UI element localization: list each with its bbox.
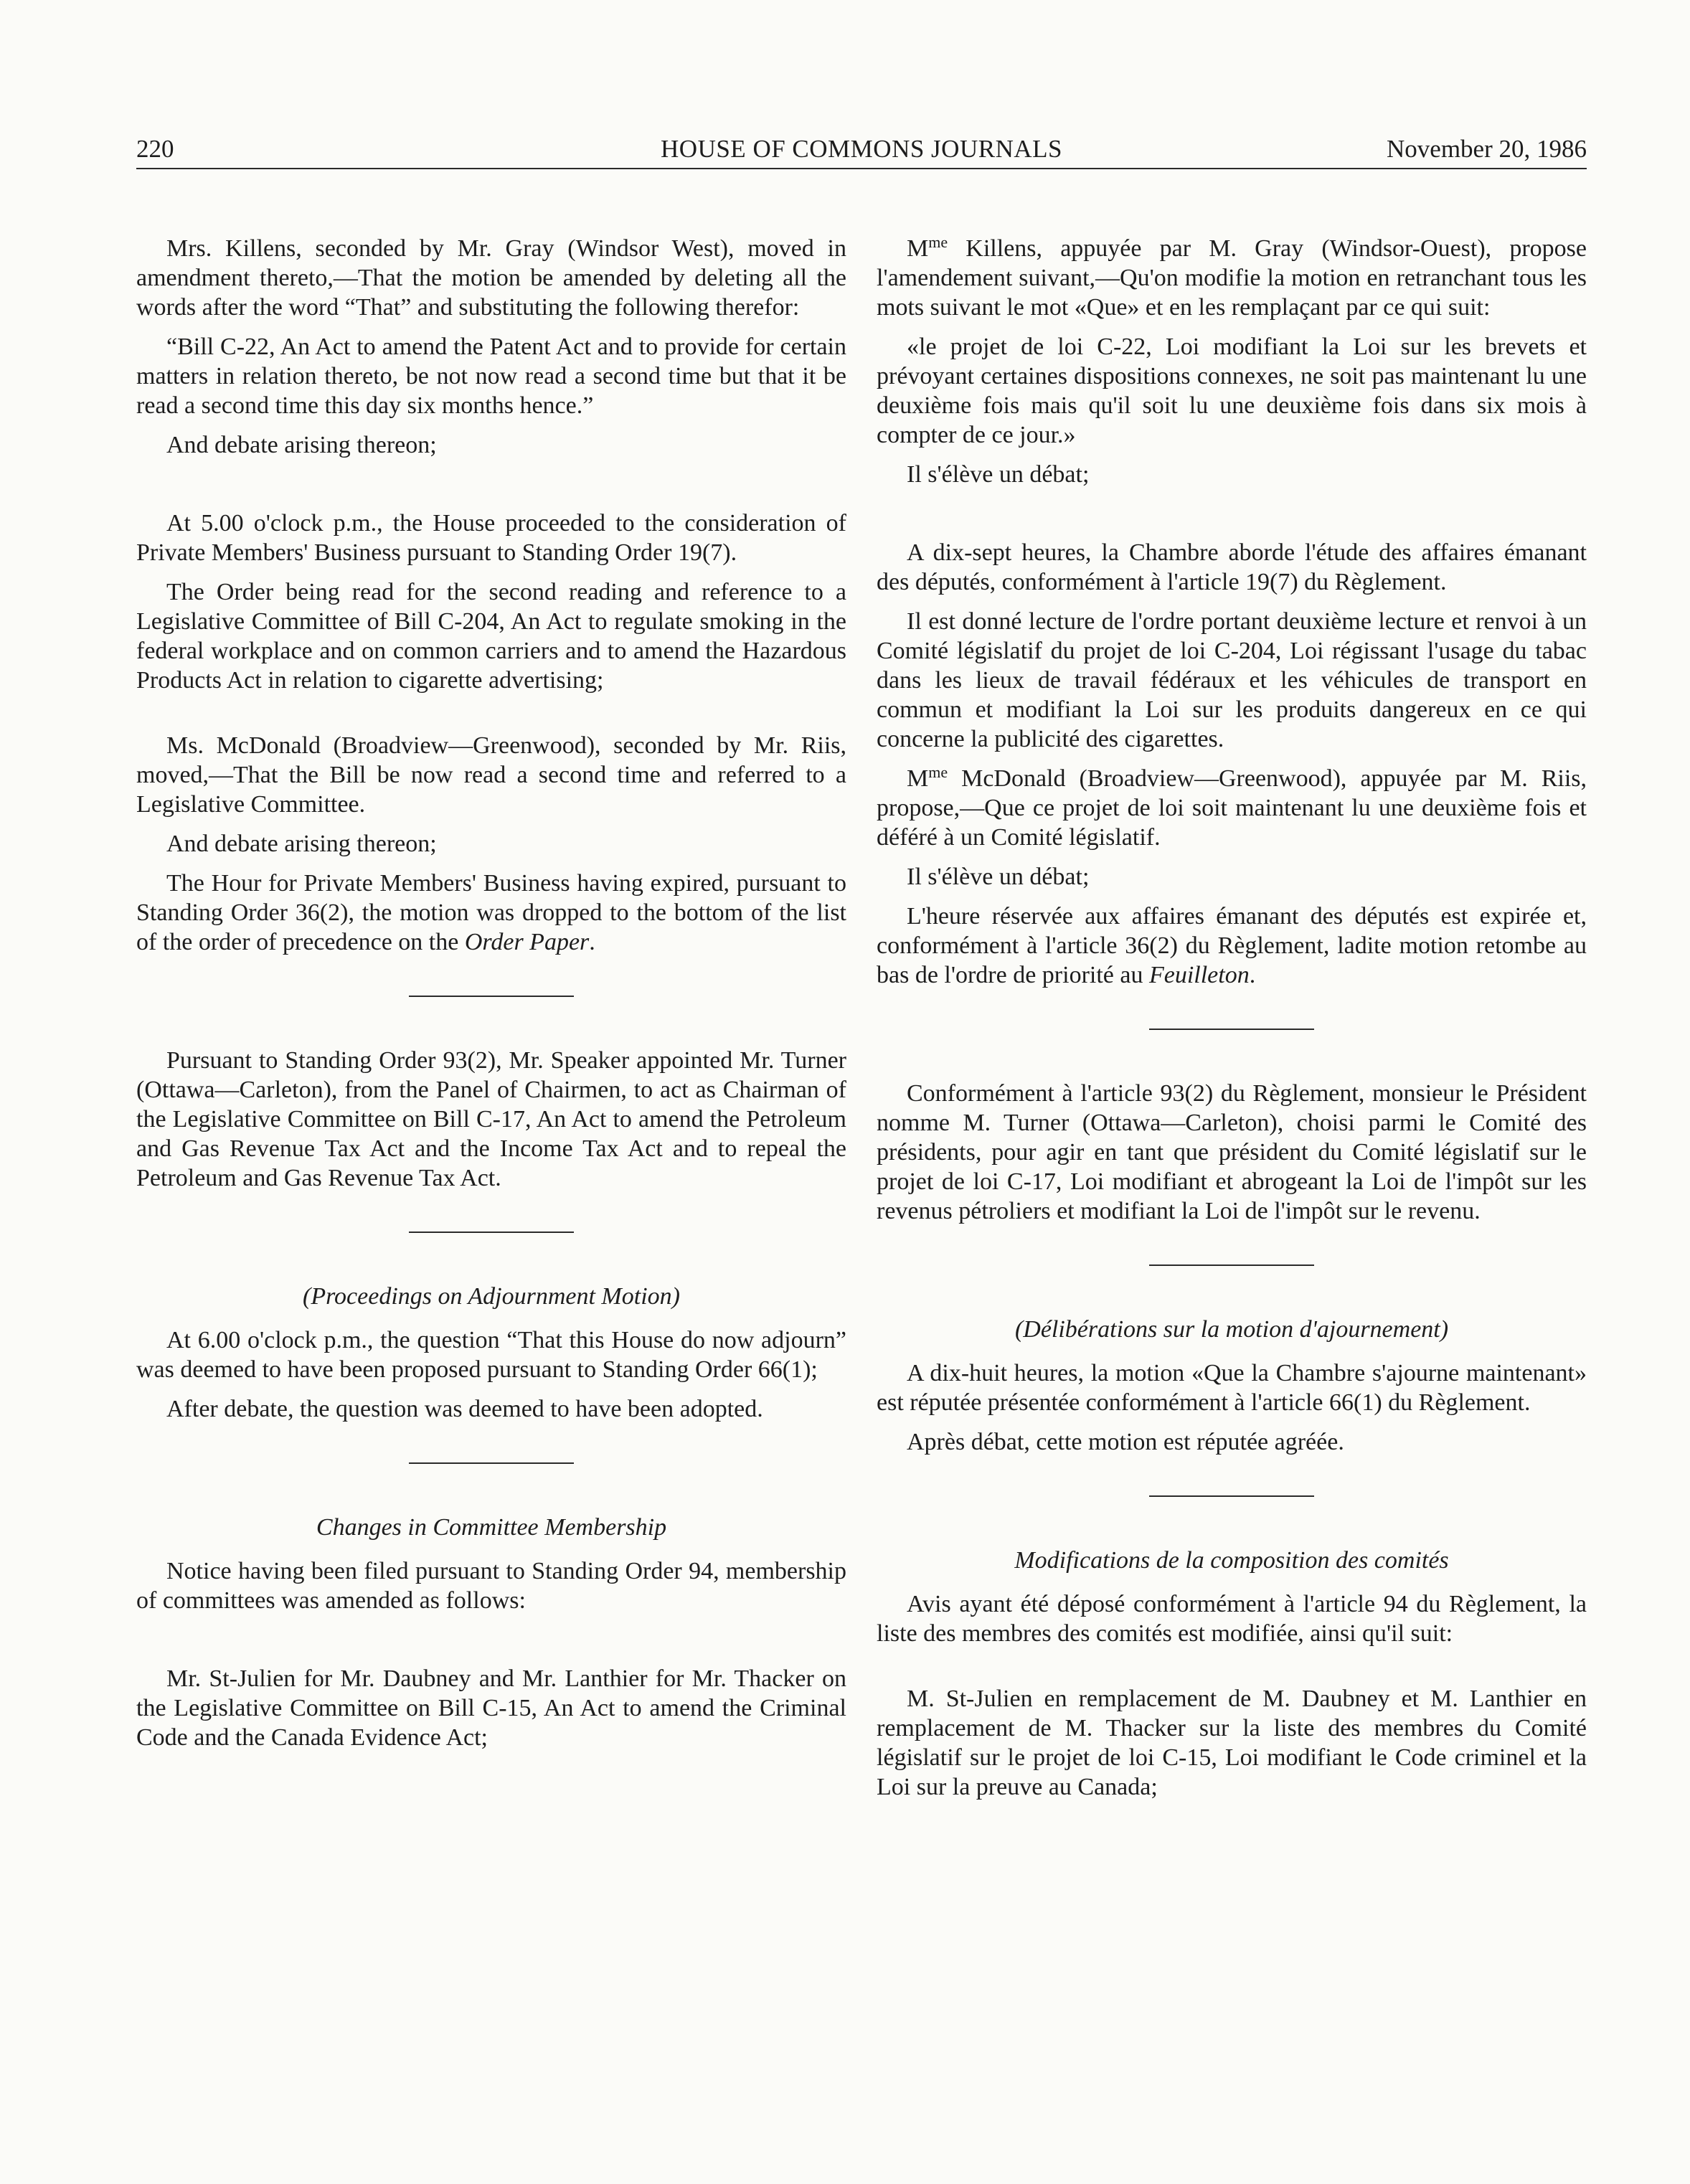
- text-segment: M: [907, 765, 929, 792]
- superscript: me: [928, 763, 948, 781]
- section-divider: [409, 1232, 574, 1233]
- paragraph-hour-expired: [877, 902, 1587, 990]
- text-segment: Killens, appuyée par M. Gray (Windsor-Ouest), propose l'amendement suivant,—Qu'on modifie la motion en retranchant tous les mots suivant le mot «Que» et en les remplaçant par ce qui suit:: [877, 235, 1587, 321]
- paragraph-membership-change: M. St-Julien en remplacement de M. Daubney et M. Lanthier en remplacement de M. Thacker sur la liste des membres du Comité législatif sur le projet de loi C-15, Loi modifiant le Code criminel et la Loi sur la preuve au Canada;: [877, 1686, 1587, 1800]
- italic-text: Order Paper: [464, 929, 590, 955]
- english-column: [136, 234, 846, 1762]
- paragraph-debate: Il s'élève un débat;: [907, 461, 1090, 488]
- section-divider: [1149, 1029, 1314, 1030]
- paragraph-membership-change: Mr. St-Julien for Mr. Daubney and Mr. Lanthier for Mr. Thacker on the Legislative Committee on Bill C-15, An Act to amend the Criminal Code and the Canada Evidence Act;: [136, 1665, 846, 1751]
- paragraph-notice-filed: Notice having been filed pursuant to Standing Order 94, membership of committees was amended as follows:: [136, 1558, 846, 1614]
- spacer: [877, 499, 1587, 538]
- text-segment: L'heure réservée aux affaires émanant des députés est expirée et, conformément à l'article 36(2) du Règlement, ladite motion retombe au bas de l'ordre de priorité au: [877, 903, 1587, 988]
- text-segment: .: [589, 929, 595, 955]
- paragraph-chairman-appointment: Conformément à l'article 93(2) du Règlement, monsieur le Président nomme M. Turner (Ottawa—Carleton), choisi parmi le Comité des présidents, pour agir en tant que président du Comité législatif sur le projet de loi C-17, Loi modifiant et abrogeant la Loi de l'impôt sur les revenus pétroliers et modifiant la Loi de l'impôt sur le revenu.: [877, 1080, 1587, 1224]
- section-heading: Modifications de la composition des comités: [1014, 1547, 1449, 1574]
- text-segment: The Hour for Private Members' Business having expired, pursuant to Standing Order 36(2), the motion was dropped to the bottom of the list of the order of precedence on the: [136, 870, 846, 955]
- paragraph-hour-expired: [136, 869, 846, 957]
- paragraph-debate: And debate arising thereon;: [166, 831, 437, 857]
- section-heading: (Délibérations sur la motion d'ajournement): [1014, 1316, 1449, 1343]
- french-column: [877, 234, 1587, 1812]
- text-segment: M: [907, 235, 929, 262]
- paragraph-amendment-text: “Bill C-22, An Act to amend the Patent Act and to provide for certain matters in relation thereto, be not now read a second time but that it be read a second time this day six months hence.”: [136, 334, 846, 419]
- spacer: [136, 705, 846, 731]
- section-heading: Changes in Committee Membership: [316, 1514, 667, 1541]
- superscript: me: [928, 233, 948, 251]
- paragraph-chairman-appointment: Pursuant to Standing Order 93(2), Mr. Speaker appointed Mr. Turner (Ottawa—Carleton), from the Panel of Chairmen, to act as Chairman of the Legislative Committee on Bill C-17, An Act to amend the Petroleum and Gas Revenue Tax Act and the Income Tax Act and to repeal the Petroleum and Gas Revenue Tax Act.: [136, 1047, 846, 1191]
- italic-text: Feuilleton: [1148, 962, 1250, 988]
- paragraph-amendment-motion: [877, 234, 1587, 322]
- section-divider: [1149, 1264, 1314, 1266]
- journal-title: HOUSE OF COMMONS JOURNALS: [661, 135, 1062, 163]
- paragraph-amendment-motion: Mrs. Killens, seconded by Mr. Gray (Windsor West), moved in amendment thereto,—That the motion be amended by deleting all the words after the word “That” and substituting the following therefor:: [136, 235, 846, 321]
- spacer: [136, 470, 846, 509]
- spacer: [136, 1625, 846, 1664]
- paragraph-debate: And debate arising thereon;: [166, 432, 437, 458]
- paragraph-order-read: The Order being read for the second reading and reference to a Legislative Committee of Bill C-204, An Act to regulate smoking in the federal workplace and on common carriers and to amend the Hazardous Products Act in relation to cigarette advertising;: [136, 579, 846, 694]
- paragraph-mcdonald-motion: Ms. McDonald (Broadview—Greenwood), seconded by Mr. Riis, moved,—That the Bill be now read a second time and referred to a Legislative Committee.: [136, 732, 846, 818]
- paragraph-adjournment: A dix-huit heures, la motion «Que la Chambre s'ajourne maintenant» est réputée présentée conformément à l'article 66(1) du Règlement.: [877, 1360, 1587, 1416]
- paragraph-order-read: Il est donné lecture de l'ordre portant deuxième lecture et renvoi à un Comité législatif du projet de loi C-204, Loi régissant l'usage du tabac dans les lieux de travail fédéraux et les véhicules de transport en commun et modifiant la Loi sur les produits dangereux en ce qui concerne la publicité des cigarettes.: [877, 608, 1587, 752]
- paragraph-mcdonald-motion: [877, 764, 1587, 852]
- paragraph-adjournment: At 6.00 o'clock p.m., the question “That this House do now adjourn” was deemed to have been proposed pursuant to Standing Order 66(1);: [136, 1327, 846, 1383]
- page-number: 220: [136, 135, 174, 163]
- text-segment: .: [1249, 962, 1256, 988]
- section-heading: (Proceedings on Adjournment Motion): [303, 1283, 680, 1310]
- paragraph-after-debate: Après débat, cette motion est réputée agréée.: [907, 1429, 1344, 1455]
- paragraph-after-debate: After debate, the question was deemed to have been adopted.: [166, 1396, 763, 1422]
- header-rule: [136, 168, 1587, 169]
- paragraph-notice-filed: Avis ayant été déposé conformément à l'article 94 du Règlement, la liste des membres des comités est modifiée, ainsi qu'il suit:: [877, 1591, 1587, 1647]
- section-divider: [1149, 1495, 1314, 1497]
- section-divider: [409, 1462, 574, 1464]
- paragraph-amendment-text: «le projet de loi C-22, Loi modifiant la Loi sur les brevets et prévoyant certaines dispositions connexes, ne soit pas maintenant lu une deuxième fois mais qu'il soit lu une deuxième fois dans six mois à compter de ce jour.»: [877, 334, 1587, 448]
- paragraph-debate: Il s'élève un débat;: [907, 864, 1090, 890]
- paragraph-private-members-business: A dix-sept heures, la Chambre aborde l'étude des affaires émanant des députés, conformément à l'article 19(7) du Règlement.: [877, 539, 1587, 595]
- spacer: [877, 1658, 1587, 1684]
- section-divider: [409, 996, 574, 997]
- running-header: [136, 131, 1587, 168]
- journal-date: November 20, 1986: [1387, 135, 1587, 163]
- text-segment: McDonald (Broadview—Greenwood), appuyée par M. Riis, propose,—Que ce projet de loi soit maintenant lu une deuxième fois et déféré à un Comité législatif.: [877, 765, 1587, 851]
- paragraph-private-members-business: At 5.00 o'clock p.m., the House proceeded to the consideration of Private Members' Business pursuant to Standing Order 19(7).: [136, 510, 846, 566]
